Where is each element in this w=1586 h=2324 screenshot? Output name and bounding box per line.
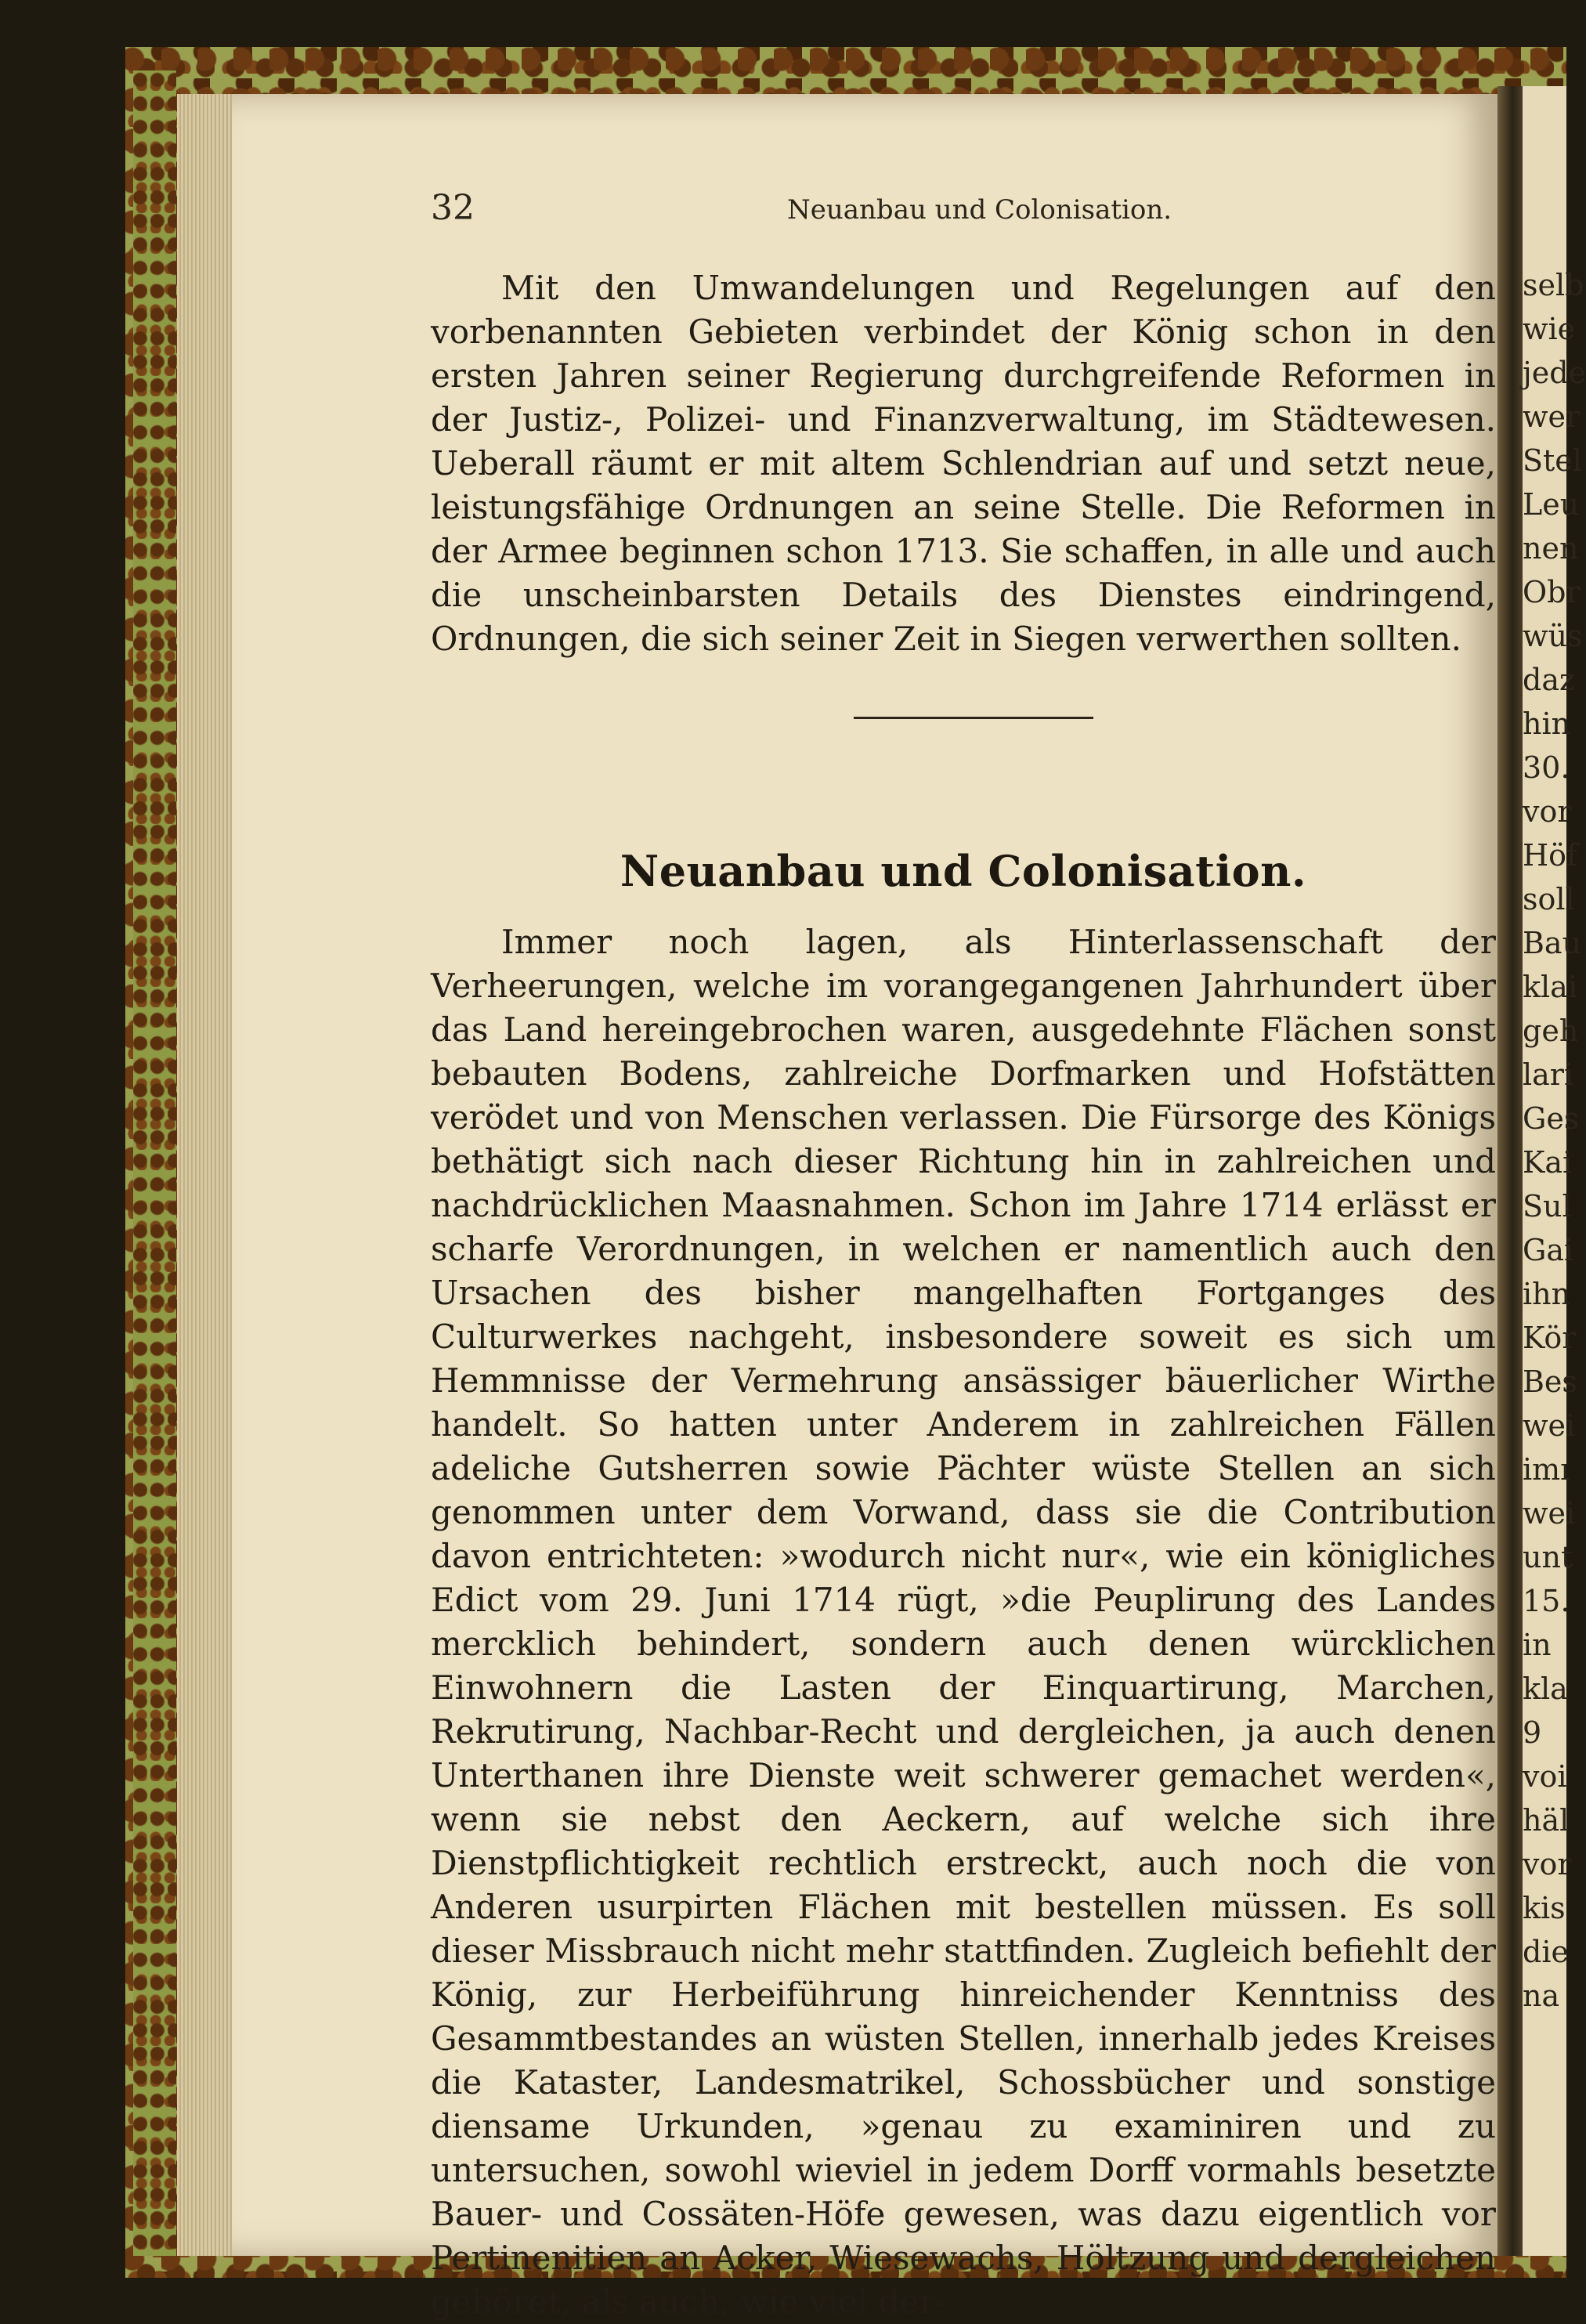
facing-page-fragment: lari (1523, 1057, 1574, 1092)
paragraph-reforms-block (431, 266, 1496, 661)
facing-page-fragment: Kai (1523, 1145, 1573, 1180)
facing-page-fragment: daz (1523, 663, 1576, 697)
facing-page-fragment: Bes (1523, 1364, 1577, 1399)
page-edges (177, 94, 232, 2256)
facing-page (1523, 86, 1586, 2256)
facing-page-fragment: in (1523, 1628, 1552, 1662)
facing-page-fragment: Ges (1523, 1101, 1580, 1136)
book-cover-edge (133, 70, 176, 2256)
facing-page-fragment: imı (1523, 1452, 1570, 1487)
section-title: Neuanbau und Colonisation. (620, 846, 1307, 896)
facing-page-fragment: die (1523, 1935, 1569, 1969)
facing-page-fragment: Bau (1523, 926, 1582, 960)
facing-page-fragment: 30. (1523, 750, 1570, 785)
section-divider (854, 717, 1093, 719)
facing-page-fragment: selb (1523, 268, 1584, 302)
facing-page-fragment: na (1523, 1979, 1560, 2013)
facing-page-fragment: wüs (1523, 619, 1583, 653)
facing-page-fragment: voi (1523, 1759, 1567, 1794)
running-header (431, 188, 1496, 235)
facing-page-fragment: vor (1523, 1847, 1572, 1881)
facing-page-fragment: Höf (1523, 838, 1578, 873)
facing-page-fragment: Sul (1523, 1189, 1572, 1223)
facing-page-fragment: Leu (1523, 487, 1580, 522)
facing-page-fragment: 9 (1523, 1715, 1542, 1750)
facing-page-fragment: soll (1523, 882, 1575, 916)
facing-page-fragment: 15. (1523, 1584, 1570, 1618)
paragraph-reforms: Mit den Umwandelungen und Regelungen auf den vorbenannten Gebieten verbindet der König schon in den ersten Jahren seiner Regierung durchgreifende Reformen in der Justiz-, Polizei- und Finanzverwaltung, im Städtewesen. Ueberall räumt er mit altem Schlendrian auf und setzt neue, leistungsfähige Ordnungen an seine Stelle. Die Reformen in der Armee beginnen schon 1713. Sie schaffen, in alle und auch die unscheinbarsten Details des Dienstes eindringend, Ordnungen, die sich seiner Zeit in Siegen verwerthen sollten. (431, 269, 1496, 658)
facing-page-fragment: jede (1523, 356, 1586, 390)
facing-page-fragment: ihn (1523, 1277, 1571, 1311)
facing-page-fragment: kis (1523, 1891, 1566, 1925)
facing-page-fragment: klai (1523, 970, 1577, 1004)
facing-page-fragment: häl (1523, 1803, 1570, 1838)
facing-page-fragment: nen (1523, 531, 1579, 566)
facing-page-fragment: kla (1523, 1672, 1568, 1706)
paragraph-colonisation: Immer noch lagen, als Hinterlassenschaft der Verheerungen, welche im vorangegangenen Jahrhundert über das Land hereingebrochen waren, ausgedehnte Flächen sonst bebauten Bodens, zahlreiche Dorfmarken und Hofstätten verödet und von Menschen verlassen. Die Fürsorge des Königs bethätigt sich nach dieser Richtung hin in zahlreichen und nachdrücklichen Maasnahmen. Schon im Jahre 1714 erlässt er scharfe Verordnungen, in welchen er namentlich auch den Ursachen des bisher mangelhaften Fortganges des Culturwerkes nachgeht, insbesondere soweit es sich um Hemmnisse der Vermehrung ansässiger bäuerlicher Wirthe handelt. So hatten unter Anderem in zahlreichen Fällen adeliche Gutsherren sowie Pächter wüste Stellen an sich genommen unter dem Vorwand, dass sie die Contribution davon entrichteten: »wodurch nicht nur«, wie ein königliches Edict vom 29. Juni 1714 rügt, »die Peuplirung des Landes mercklich behindert, sondern auch denen würcklichen Einwohnern die Lasten der Einquartirung, Marchen, Rekrutirung, Nachbar-Recht und dergleichen, ja auch denen Unterthanen ihre Dienste weit schwerer gemachet werden«, wenn sie nebst den Aeckern, auf welche sich ihre Dienstpflichtigkeit rechtlich erstreckt, auch noch die von Anderen usurpirten Flächen mit bestellen müssen. Es soll dieser Missbrauch nicht mehr stattfinden. Zugleich befiehlt der König, zur Herbeiführung hinreichender Kenntniss des Gesammtbestandes an wüsten Stellen, innerhalb jedes Kreises die Kataster, Landesmatrikel, Schossbücher und sonstige diensame Urkunden, »genau zu examiniren und zu untersuchen, sowohl wieviel in jedem Dorff vormahls besetzte Bauer- und Cossäten-Höfe gewesen, was dazu eigentlich vor Pertinenitien an Acker, Wiesewachs, Höltzung und dergleichen gehöret, als auch, wie viel der- (431, 923, 1496, 2321)
facing-page-fragment: wei (1523, 1408, 1576, 1443)
facing-page-fragment: wie (1523, 312, 1576, 346)
running-title: Neuanbau und Colonisation. (787, 194, 1172, 226)
facing-page-fragment: unt (1523, 1540, 1573, 1574)
facing-page-fragment: Obr (1523, 575, 1581, 609)
page-number: 32 (431, 188, 475, 228)
book-gutter (1497, 86, 1523, 2256)
facing-page-fragment: hin (1523, 707, 1571, 741)
facing-page-fragment: vor (1523, 794, 1572, 829)
facing-page-fragment: Gai (1523, 1233, 1574, 1267)
facing-page-fragment: Stel (1523, 443, 1582, 478)
facing-page-fragment: wer (1523, 399, 1581, 434)
paragraph-colonisation-block (431, 920, 1496, 2324)
facing-page-fragment: wei (1523, 1496, 1576, 1531)
facing-page-fragment: geh (1523, 1014, 1579, 1048)
facing-page-fragment: Kör (1523, 1321, 1577, 1355)
